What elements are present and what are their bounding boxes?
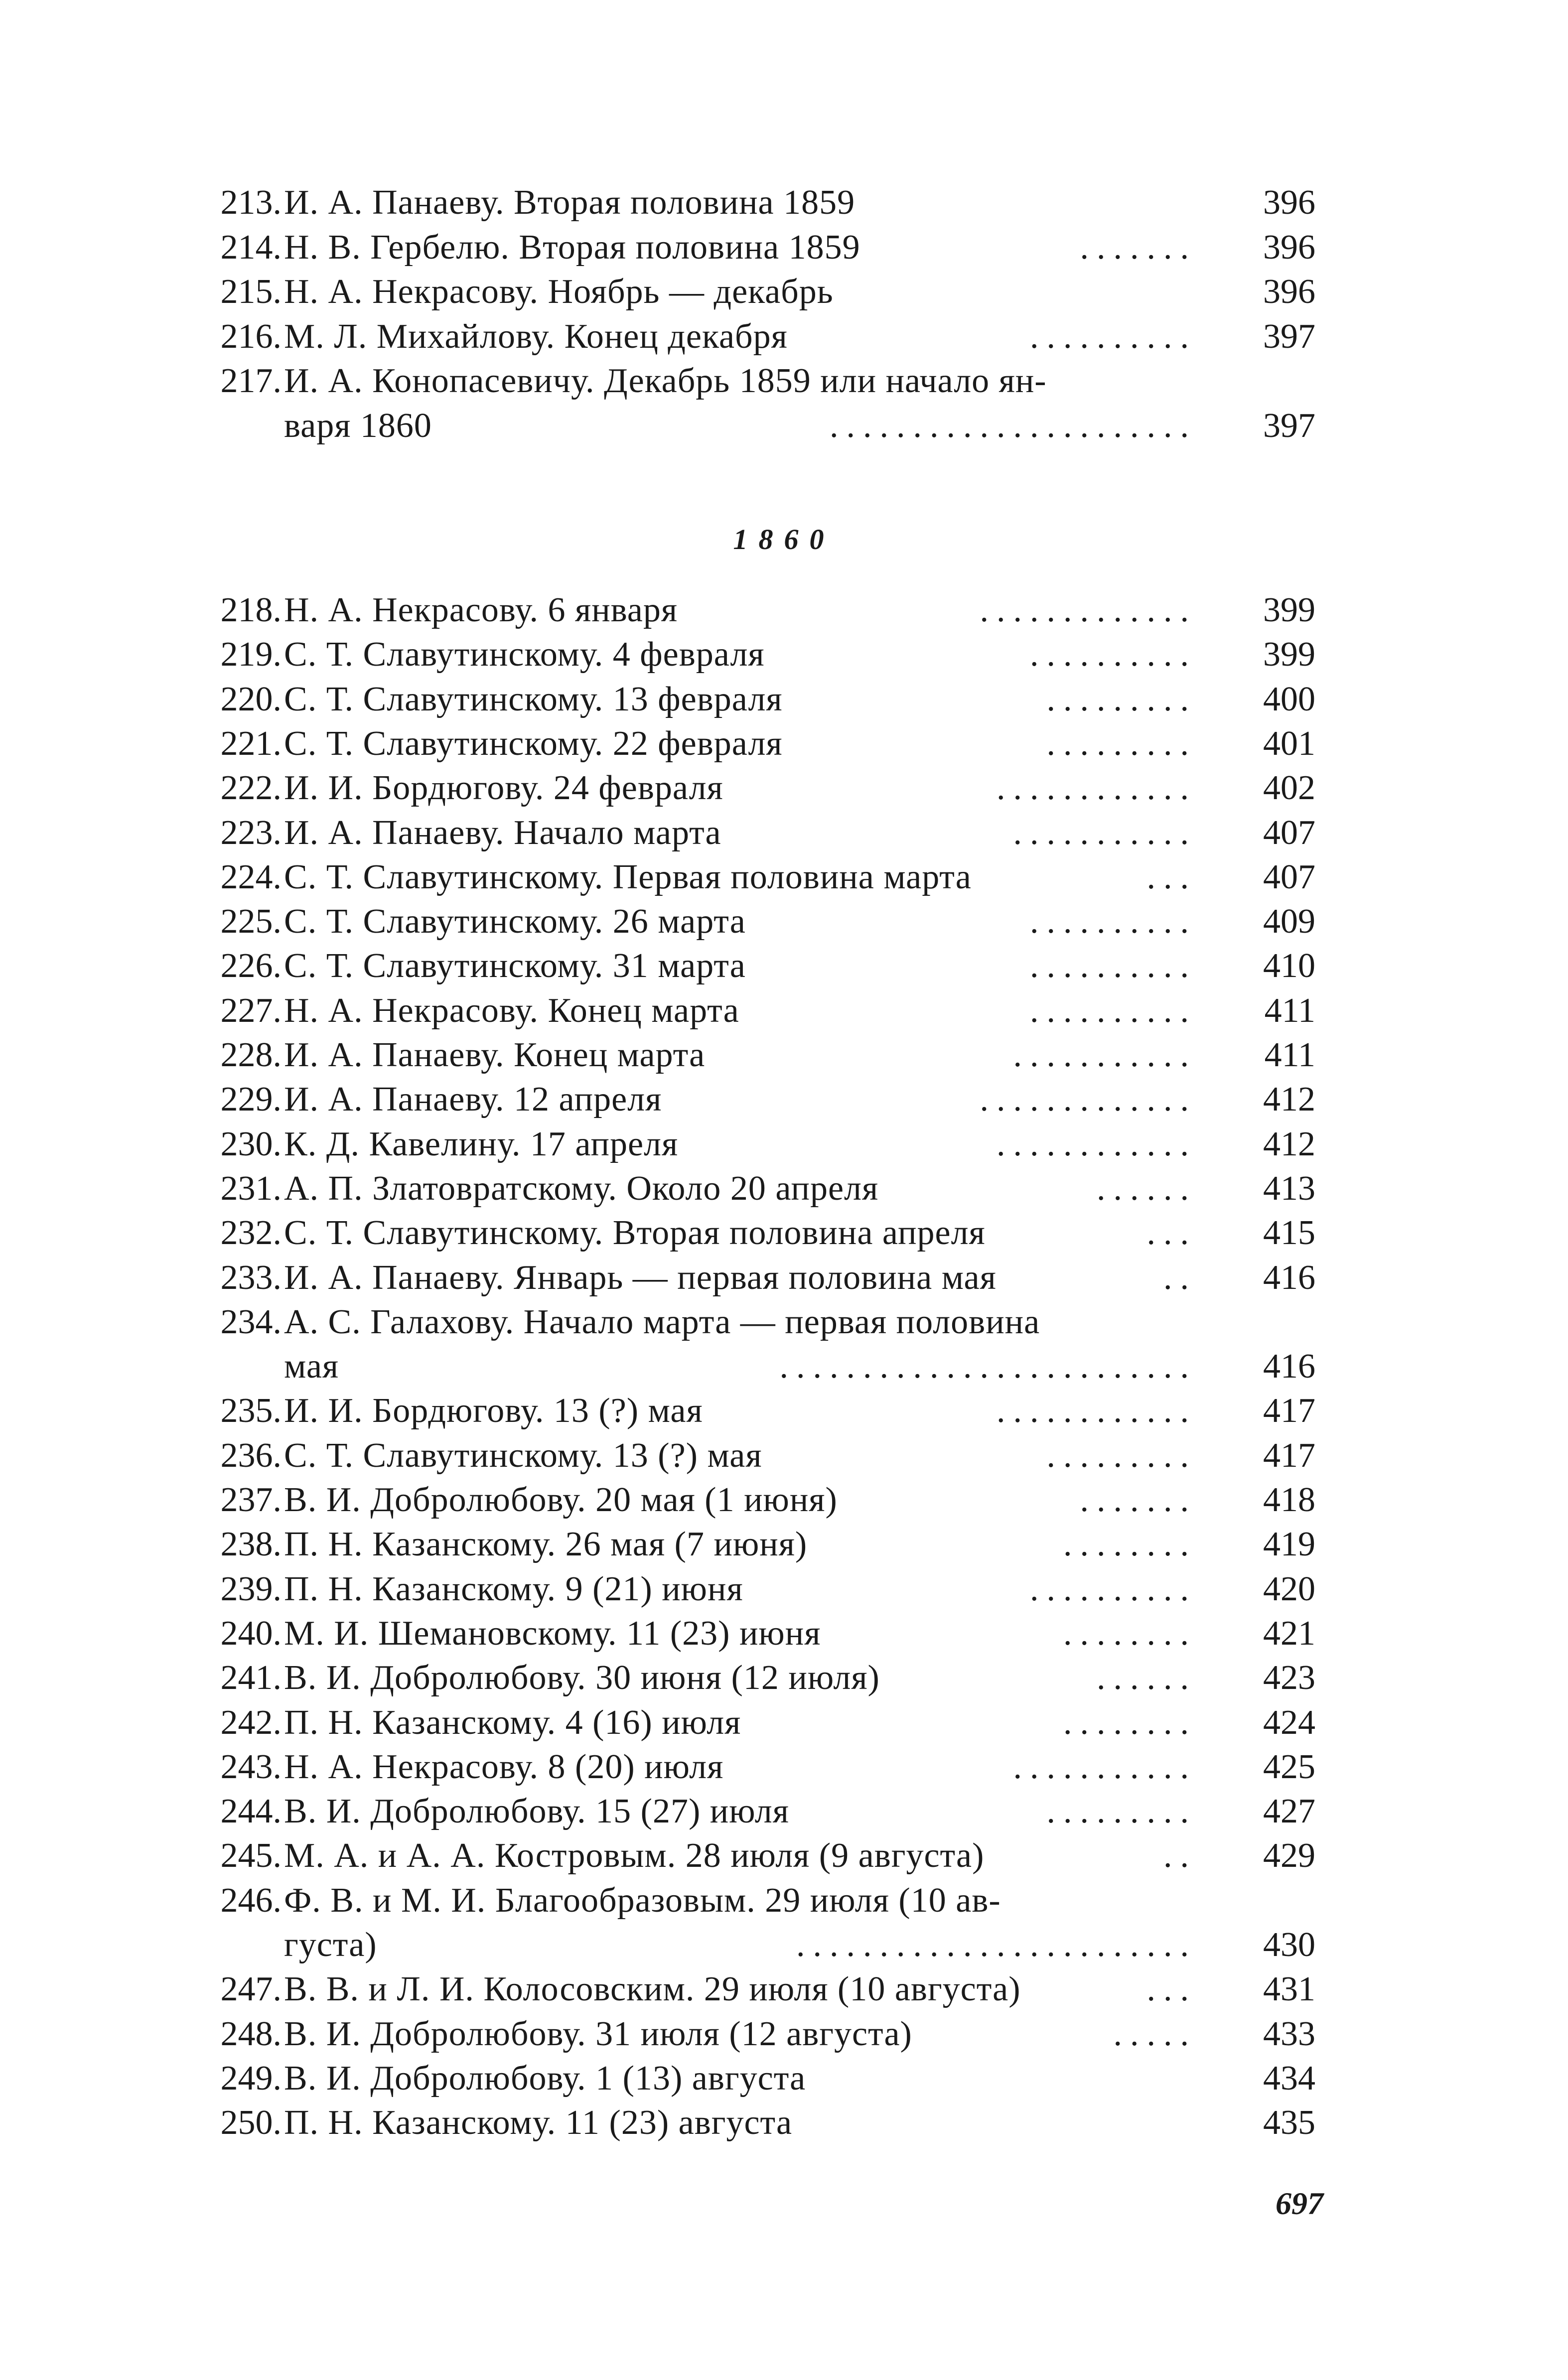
entry-title: К. Д. Кавелину. 17 апреля [284, 1124, 679, 1163]
entry-page-number: 412 [1263, 1080, 1315, 1119]
dot-leader: ............ [997, 1124, 1197, 1163]
toc-entry [0, 1878, 1568, 1923]
entry-page-number: 420 [1263, 1569, 1315, 1608]
entry-page-number: 423 [1263, 1659, 1315, 1697]
entry-title: Н. В. Гербелю. Вторая половина 1859 [284, 228, 860, 267]
toc-entry [0, 588, 1568, 633]
toc-entry [0, 1389, 1568, 1433]
entry-number: 220. [220, 680, 282, 718]
entry-title: М. И. Шемановскому. 11 (23) июня [284, 1614, 821, 1653]
page-number: 697 [1276, 2186, 1323, 2221]
entry-title: П. Н. Казанскому. 4 (16) июля [284, 1703, 741, 1742]
entry-title: В. В. и Л. И. Колосовским. 29 июля (10 августа) [284, 1970, 1021, 2009]
dot-leader: .......... [1030, 635, 1197, 674]
entry-number: 226. [220, 947, 282, 985]
dot-leader: ............. [980, 1080, 1197, 1119]
entry-number: 225. [220, 902, 282, 941]
entry-title: Н. А. Некрасову. 8 (20) июля [284, 1747, 724, 1786]
entry-number: 213. [220, 183, 282, 222]
entry-title: П. Н. Казанскому. 9 (21) июня [284, 1569, 743, 1608]
dot-leader: .......... [1030, 947, 1197, 985]
entry-number: 243. [220, 1747, 282, 1786]
entry-page-number: 396 [1263, 273, 1315, 311]
entry-number: 249. [220, 2059, 282, 2098]
entry-page-number: 397 [1263, 317, 1315, 356]
toc-entry [0, 1478, 1568, 1523]
entry-title: С. Т. Славутинскому. Первая половина марта [284, 857, 972, 896]
entry-number: 242. [220, 1703, 282, 1742]
entry-title: В. И. Добролюбову. 30 июня (12 июля) [284, 1659, 880, 1697]
dot-leader: ........... [1013, 1747, 1197, 1786]
entry-number: 250. [220, 2103, 282, 2142]
entry-number: 229. [220, 1080, 282, 1119]
entry-number: 247. [220, 1970, 282, 2009]
dot-leader: ......... [1046, 724, 1197, 763]
entry-page-number: 421 [1263, 1614, 1315, 1653]
entry-number: 232. [220, 1214, 282, 1253]
entry-title: С. Т. Славутинскому. 22 февраля [284, 724, 783, 763]
entry-title: В. И. Добролюбову. 31 июля (12 августа) [284, 2014, 912, 2053]
toc-entry [0, 766, 1568, 811]
entry-page-number: 427 [1263, 1792, 1315, 1831]
entry-title: Н. А. Некрасову. Ноябрь — декабрь [284, 273, 834, 311]
entry-page-number: 416 [1263, 1258, 1315, 1297]
entry-number: 235. [220, 1392, 282, 1430]
toc-entry [0, 632, 1568, 677]
entry-page-number: 412 [1263, 1124, 1315, 1163]
toc-entry [0, 1567, 1568, 1612]
entry-title: П. Н. Казанскому. 26 мая (7 июня) [284, 1525, 808, 1564]
entry-title: В. И. Добролюбову. 1 (13) августа [284, 2059, 806, 2098]
entry-page-number: 401 [1263, 724, 1315, 763]
dot-leader: ............ [997, 769, 1197, 808]
year-heading: 1860 [733, 523, 835, 556]
entry-title: И. А. Панаеву. Конец марта [284, 1036, 706, 1074]
toc-entry [0, 855, 1568, 900]
entry-title: А. С. Галахову. Начало марта — первая половина [284, 1302, 1040, 1341]
entry-title: И. А. Панаеву. 12 апреля [284, 1080, 662, 1119]
dot-leader: ... [1146, 1970, 1197, 2009]
dot-leader: ........ [1063, 1525, 1197, 1564]
entry-page-number: 402 [1263, 769, 1315, 808]
dot-leader: .. [1163, 1258, 1197, 1297]
toc-entry [0, 1344, 1568, 1389]
entry-number: 214. [220, 228, 282, 267]
toc-entry [0, 1256, 1568, 1300]
toc-entry [0, 2056, 1568, 2101]
entry-page-number: 415 [1263, 1214, 1315, 1253]
entry-page-number: 411 [1264, 991, 1315, 1030]
toc-entry [0, 314, 1568, 359]
entry-number: 233. [220, 1258, 282, 1297]
entry-number: 236. [220, 1436, 282, 1475]
toc-entry [0, 1522, 1568, 1567]
entry-number: 222. [220, 769, 282, 808]
entry-number: 227. [220, 991, 282, 1030]
entry-number: 218. [220, 591, 282, 629]
entry-page-number: 417 [1263, 1392, 1315, 1430]
entry-title: П. Н. Казанскому. 11 (23) августа [284, 2103, 793, 2142]
dot-leader: ... [1146, 1214, 1197, 1253]
entry-number: 223. [220, 813, 282, 852]
entry-number: 238. [220, 1525, 282, 1564]
entry-page-number: 413 [1263, 1169, 1315, 1208]
entry-title: густа) [284, 1926, 377, 1964]
toc-entry [0, 1033, 1568, 1078]
entry-title: Н. А. Некрасову. 6 января [284, 591, 678, 629]
toc-entry [0, 811, 1568, 855]
dot-leader: ......... [1046, 680, 1197, 718]
entry-page-number: 407 [1263, 813, 1315, 852]
entry-page-number: 400 [1263, 680, 1315, 718]
entry-number: 239. [220, 1569, 282, 1608]
entry-page-number: 416 [1263, 1347, 1315, 1386]
entry-number: 234. [220, 1302, 282, 1341]
toc-entry [0, 721, 1568, 766]
entry-number: 244. [220, 1792, 282, 1831]
entry-page-number: 425 [1263, 1747, 1315, 1786]
toc-entry [0, 2100, 1568, 2145]
entry-title: С. Т. Славутинскому. 13 февраля [284, 680, 783, 718]
dot-leader: .......... [1030, 991, 1197, 1030]
entry-page-number: 431 [1263, 1970, 1315, 2009]
entry-title: С. Т. Славутинскому. 26 марта [284, 902, 746, 941]
toc-entry [0, 1789, 1568, 1834]
entry-number: 228. [220, 1036, 282, 1074]
toc-entry [0, 988, 1568, 1033]
toc-entry [0, 359, 1568, 404]
toc-entry [0, 225, 1568, 270]
entry-page-number: 433 [1263, 2014, 1315, 2053]
dot-leader: ..... [1113, 2014, 1197, 2053]
toc-entry [0, 180, 1568, 225]
dot-leader: ...................... [830, 406, 1197, 445]
entry-title: М. Л. Михайлову. Конец декабря [284, 317, 788, 356]
toc-entry [0, 270, 1568, 314]
entry-page-number: 396 [1263, 228, 1315, 267]
entry-title: В. И. Добролюбову. 20 мая (1 июня) [284, 1481, 838, 1519]
entry-page-number: 407 [1263, 857, 1315, 896]
entry-title: И. А. Конопасевичу. Декабрь 1859 или начало ян- [284, 362, 1047, 400]
entry-title: А. П. Златовратскому. Около 20 апреля [284, 1169, 879, 1208]
toc-entry [0, 1122, 1568, 1167]
dot-leader: .......... [1030, 1569, 1197, 1608]
entry-number: 240. [220, 1614, 282, 1653]
toc-entry [0, 1656, 1568, 1700]
dot-leader: ........ [1063, 1703, 1197, 1742]
toc-entry [0, 1166, 1568, 1211]
entry-number: 230. [220, 1124, 282, 1163]
toc-entry [0, 944, 1568, 988]
toc-entry [0, 1700, 1568, 1745]
dot-leader: .......... [1030, 317, 1197, 356]
entry-page-number: 417 [1263, 1436, 1315, 1475]
entry-title: М. А. и А. А. Костровым. 28 июля (9 августа) [284, 1836, 985, 1875]
dot-leader: .......... [1030, 902, 1197, 941]
entry-number: 245. [220, 1836, 282, 1875]
dot-leader: ....... [1080, 1481, 1197, 1519]
entry-page-number: 399 [1263, 635, 1315, 674]
entry-title: И. И. Бордюгову. 24 февраля [284, 769, 723, 808]
dot-leader: ........ [1063, 1614, 1197, 1653]
entry-number: 237. [220, 1481, 282, 1519]
entry-title: С. Т. Славутинскому. Вторая половина апреля [284, 1214, 986, 1253]
entry-page-number: 434 [1263, 2059, 1315, 2098]
entry-title: И. И. Бордюгову. 13 (?) мая [284, 1392, 703, 1430]
entry-title: С. Т. Славутинскому. 4 февраля [284, 635, 765, 674]
entry-number: 231. [220, 1169, 282, 1208]
dot-leader: ......... [1046, 1792, 1197, 1831]
entry-page-number: 397 [1263, 406, 1315, 445]
entry-number: 216. [220, 317, 282, 356]
entry-page-number: 424 [1263, 1703, 1315, 1742]
entry-page-number: 418 [1263, 1481, 1315, 1519]
entry-title: В. И. Добролюбову. 15 (27) июля [284, 1792, 789, 1831]
entry-number: 215. [220, 273, 282, 311]
entry-title: И. А. Панаеву. Январь — первая половина мая [284, 1258, 997, 1297]
entry-number: 221. [220, 724, 282, 763]
dot-leader: ......................... [779, 1347, 1197, 1386]
dot-leader: .. [1163, 1836, 1197, 1875]
toc-entry [0, 1611, 1568, 1656]
entry-number: 246. [220, 1881, 282, 1920]
toc-entry [0, 899, 1568, 944]
dot-leader: ....... [1080, 228, 1197, 267]
dot-leader: ............. [980, 591, 1197, 629]
entry-page-number: 411 [1264, 1036, 1315, 1074]
toc-entry [0, 1211, 1568, 1256]
dot-leader: ...... [1097, 1659, 1197, 1697]
entry-number: 241. [220, 1659, 282, 1697]
entry-title: И. А. Панаеву. Вторая половина 1859 [284, 183, 855, 222]
toc-entry [0, 404, 1568, 448]
toc-entry [0, 1833, 1568, 1878]
toc-entry [0, 1967, 1568, 2012]
entry-title: Н. А. Некрасову. Конец марта [284, 991, 739, 1030]
toc-entry [0, 1923, 1568, 1967]
entry-page-number: 396 [1263, 183, 1315, 222]
toc-entry [0, 1077, 1568, 1122]
dot-leader: ........... [1013, 1036, 1197, 1074]
dot-leader: ... [1146, 857, 1197, 896]
dot-leader: ...... [1097, 1169, 1197, 1208]
toc-entry [0, 2012, 1568, 2057]
entry-page-number: 410 [1263, 947, 1315, 985]
toc-entry [0, 1433, 1568, 1478]
toc-entry [0, 1745, 1568, 1790]
entry-title: С. Т. Славутинскому. 31 марта [284, 947, 746, 985]
entry-page-number: 419 [1263, 1525, 1315, 1564]
dot-leader: ............ [997, 1392, 1197, 1430]
entry-page-number: 429 [1263, 1836, 1315, 1875]
dot-leader: ........... [1013, 813, 1197, 852]
entry-page-number: 409 [1263, 902, 1315, 941]
entry-number: 248. [220, 2014, 282, 2053]
dot-leader: ......... [1046, 1436, 1197, 1475]
entry-title: И. А. Панаеву. Начало марта [284, 813, 721, 852]
entry-number: 219. [220, 635, 282, 674]
entry-page-number: 435 [1263, 2103, 1315, 2142]
entry-number: 217. [220, 362, 282, 400]
toc-entry [0, 1300, 1568, 1345]
toc-entry [0, 677, 1568, 722]
entry-page-number: 430 [1263, 1926, 1315, 1964]
entry-title: Ф. В. и М. И. Благообразовым. 29 июля (10 ав- [284, 1881, 1001, 1920]
entry-title: варя 1860 [284, 406, 432, 445]
dot-leader: ........................ [796, 1926, 1197, 1964]
entry-number: 224. [220, 857, 282, 896]
entry-title: С. Т. Славутинскому. 13 (?) мая [284, 1436, 762, 1475]
entry-title: мая [284, 1347, 339, 1386]
entry-page-number: 399 [1263, 591, 1315, 629]
